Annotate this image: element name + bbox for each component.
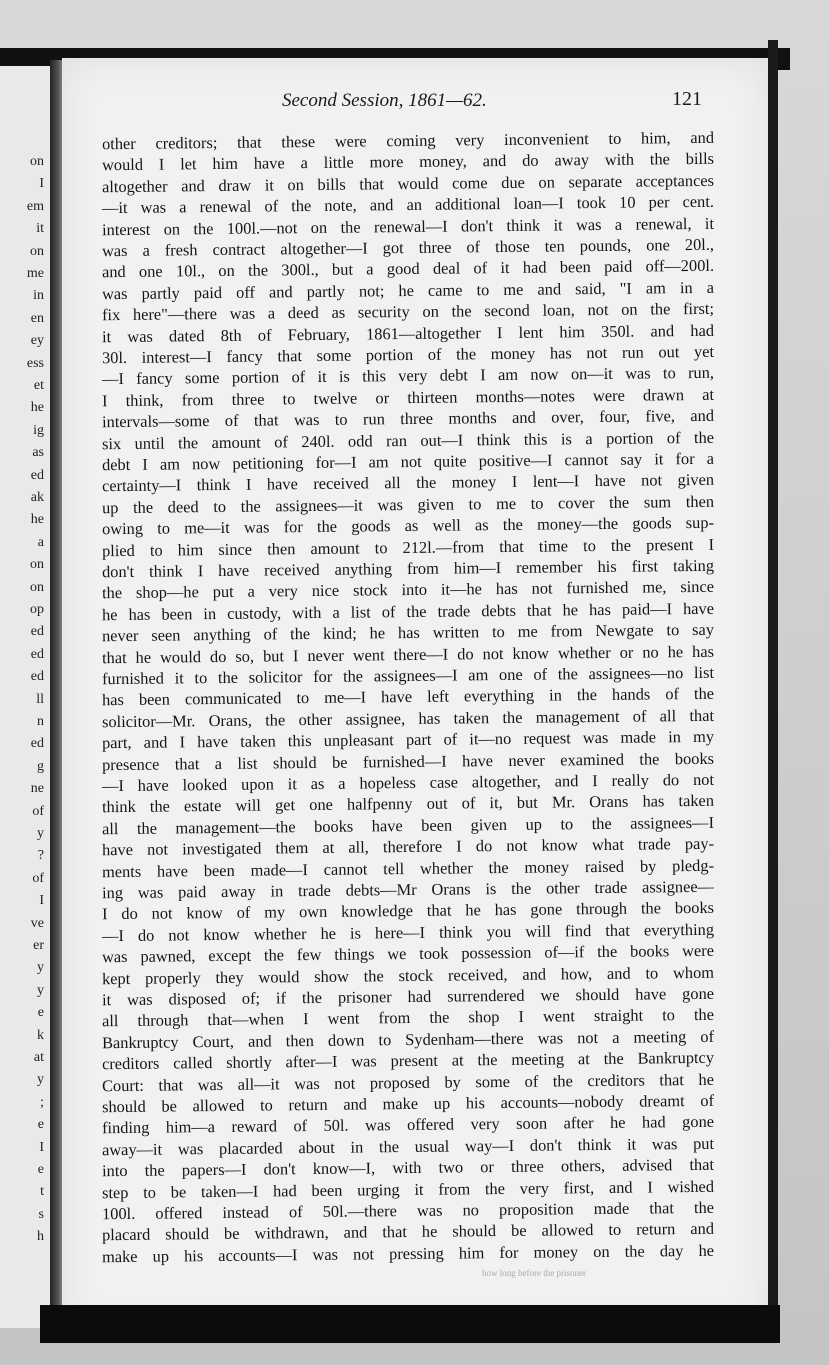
facing-page-fragment: g [37,758,44,774]
text-line: debt I am now petitioning for—I am not quite positive—I cannot say it for a [101,448,715,475]
bleed-through-text: how long before the prisoner [482,1268,586,1278]
text-line: creditors called shortly after—I was present at the meeting at the Bankruptcy [101,1047,715,1074]
text-line: was pawned, except the few things we took possession of—if the books were [101,940,715,967]
facing-page-fragment: ed [30,624,44,640]
facing-page-edge [0,66,52,1328]
facing-page-fragment: a [37,534,44,550]
facing-page-fragment: on [30,579,44,595]
facing-page-fragment: ne [30,781,44,797]
page-number: 121 [672,88,702,110]
facing-page-fragment: et [33,378,44,393]
text-line: never seen anything of the kind; he has written to me from Newgate to say [101,619,715,646]
facing-page-fragment: y [37,960,44,976]
facing-page-fragment: he [30,512,44,528]
book-page [62,58,768,1330]
text-line: the shop—he put a very nice stock into it—he has not furnished me, since [101,577,715,603]
facing-page-fragment: s [38,1206,44,1222]
text-line: I think, from three to twelve or thirteen months—notes were drawn at [101,384,715,411]
facing-page-fragment: ak [30,490,44,505]
running-head: Second Session, 1861—62. [282,90,487,111]
facing-page-fragment: em [26,198,44,214]
text-line: part, and I have taken this unpleasant part of it—no request was made in my [101,726,715,753]
text-line: intervals—some of that was to run three months and over, four, five, and [101,405,715,432]
text-line: and one 10l., on the 300l., but a good deal of it had been paid off—200l. [101,256,715,282]
text-line: should be allowed to return and make up his accounts—nobody dreamt of [101,1090,715,1117]
facing-page-fragment: ed [30,467,44,483]
facing-page-fragment: ; [40,1094,44,1110]
facing-page-fragment: in [33,288,44,304]
facing-page-fragment: e [37,1117,44,1133]
text-line: it was disposed of; if the prisoner had surrendered we should have gone [101,983,715,1010]
text-line: all the management—the books have been given up to the assignees—I [101,812,715,839]
facing-page-fragment: y [37,826,44,841]
text-line: would I let him have a little more money, and do away with the bills [101,149,715,175]
facing-page-fragment: ed [30,646,44,662]
text-line: ments have been made—I cannot tell whether the money raised by pledg- [101,855,715,881]
text-line: six until the amount of 240l. odd ran out—I think this is a portion of the [101,427,715,453]
facing-page-fragment: ig [33,422,44,438]
text-line: Court: that was all—it was not proposed by some of the creditors that he [101,1069,715,1095]
text-line: altogether and draw it on bills that would come due on separate acceptances [101,170,715,197]
facing-page-fragment: t [40,1184,44,1200]
facing-page-fragment: me [26,266,44,281]
text-line: I do not know of my own knowledge that he has gone through the books [101,898,715,924]
text-line: up the deed to the assignees—it was given to me to cover the sum then [101,491,715,518]
text-line: interest on the 100l.—not on the renewal—I don't think it was a renewal, it [101,213,715,239]
facing-page-fragment: it [36,221,44,237]
facing-page-fragment: op [30,602,44,617]
text-line: don't think I have received anything from him—I remember his first taking [101,555,715,582]
text-line: away—it was placarded about in the usual way—I don't think it was put [101,1133,715,1160]
text-line: —I have looked upon it as a hopeless case altogether, and I really do not [101,769,715,796]
facing-page-fragment: ess [26,355,44,371]
text-line: furnished it to the solicitor for the assignees—I am one of the assignees—no list [101,662,715,689]
text-line: have not investigated them at all, therefore I do not know what trade pay- [101,833,715,860]
text-line: —it was a renewal of the note, and an additional loan—I took 10 per cent. [101,191,715,218]
facing-page-fragment: on [30,557,44,573]
facing-page-fragment: on [30,243,44,259]
facing-page-fragment: on [30,154,44,169]
facing-page-fragment: of [32,870,44,886]
text-line: think the estate will get one halfpenny out of it, but Mr. Orans has taken [101,791,715,817]
text-line: into the papers—I don't know—I, with two or three others, advised that [101,1154,715,1181]
facing-page-fragment: I [39,1139,44,1155]
page-header [122,90,722,116]
text-line: kept properly they would show the stock received, and how, and to whom [101,962,715,988]
text-line: has been communicated to me—I have left everything in the hands of the [101,684,715,710]
facing-page-fragment: e [37,1162,44,1177]
text-line: presence that a list should be furnished—I have never examined the books [101,748,715,774]
text-line: finding him—a reward of 50l. was offered very soon after he had gone [101,1112,715,1138]
text-line: was a fresh contract altogether—I got three of those ten pounds, one 20l., [101,234,715,261]
facing-page-fragment: he [30,400,44,416]
facing-page-fragment: y [37,982,44,998]
facing-page-fragment: of [32,803,44,819]
text-line: it was dated 8th of February, 1861—altogether I lent him 350l. and had [101,320,715,346]
scan-right-border [768,40,778,1330]
scan-bottom-border [40,1305,780,1343]
facing-page-fragment: k [37,1027,44,1043]
text-line: that he would do so, but I never went there—I do not know whether or no he has [101,641,715,667]
text-line: —I do not know whether he is here—I think you will find that everything [101,919,715,946]
text-line: solicitor—Mr. Orans, the other assignee, has taken the management of all that [101,705,715,732]
facing-page-fragment: I [39,176,44,192]
facing-page-fragment: at [33,1050,44,1065]
text-line: certainty—I think I have received all the money I lent—I have not given [101,470,715,496]
facing-page-fragment: I [39,893,44,909]
text-line: 100l. offered instead of 50l.—there was no proposition made that the [101,1197,715,1224]
text-line: he has been in custody, with a list of the trade debts that he has paid—I have [101,598,715,625]
text-line: all through that—when I went from the shop I went straight to the [101,1005,715,1031]
text-line: fix here"—there was a deed as security on the second loan, not on the first; [101,298,715,325]
text-line: ing was paid away in trade debts—Mr Orans is the other trade assignee— [101,876,715,903]
text-line: step to be taken—I had been urging it from the very first, and I wished [101,1176,715,1202]
text-line: —I fancy some portion of it is this very debt I am now on—it was to run, [101,363,715,389]
text-line: owing to me—it was for the goods as well as the money—the goods sup- [101,512,715,539]
facing-page-fragment: er [33,938,44,953]
facing-page-fragment: n [37,714,44,729]
facing-page-fragment: ? [37,848,44,864]
facing-page-fragment: ll [36,691,44,707]
facing-page-fragment: as [32,445,44,461]
facing-page-fragment: h [37,1229,44,1245]
facing-page-fragment: e [37,1005,44,1021]
facing-page-fragment: ed [30,669,44,685]
text-line: other creditors; that these were coming very inconvenient to him, and [101,127,715,154]
text-line: 30l. interest—I fancy that some portion of the money has not run out yet [101,341,715,368]
text-line: plied to him since then amount to 212l.—from that time to the present I [101,534,715,560]
text-line: Bankruptcy Court, and then down to Sydenham—there was not a meeting of [101,1026,715,1053]
facing-page-fragment: ed [30,736,44,752]
text-line: make up his accounts—I was not pressing him for money on the day he [101,1240,715,1267]
facing-page-fragment: en [30,310,44,326]
facing-page-fragment: y [37,1072,44,1088]
facing-page-fragment: ey [30,333,44,349]
facing-page-fragment: ve [30,915,44,931]
text-line: placard should be withdrawn, and that he should be allowed to return and [101,1219,715,1245]
text-line: was partly paid off and partly not; he came to me and said, "I am in a [101,277,715,304]
